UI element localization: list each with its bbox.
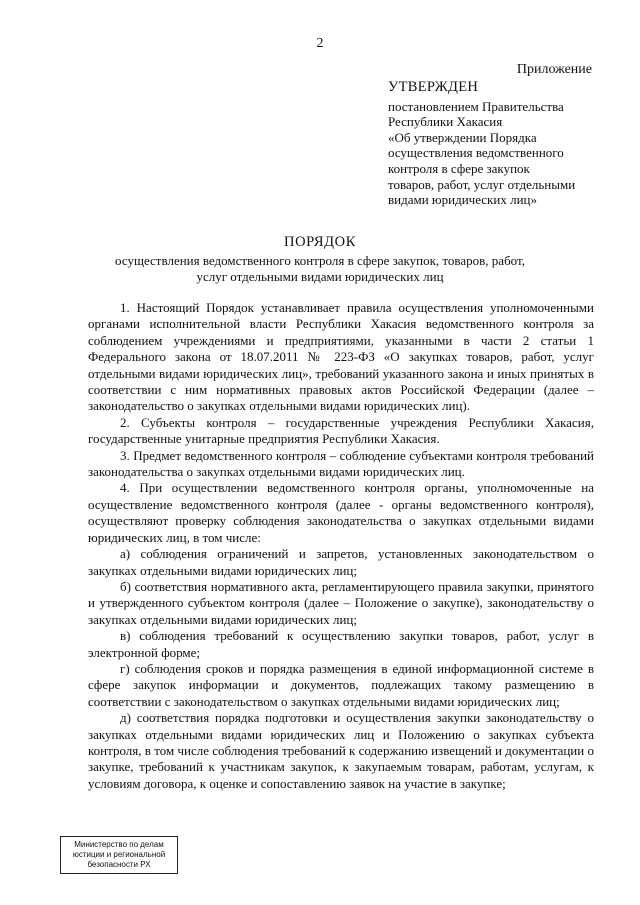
document-subtitle: осуществления ведомственного контроля в сфере закупок, товаров, работ, услуг отдельными видами юридических лиц [115,253,525,284]
approved-heading: УТВЕРЖДЕН [388,79,479,95]
approval-line: контроля в сфере закупок [388,160,530,176]
document-title: ПОРЯДОК [284,234,356,250]
approval-line: Республики Хакасия [388,114,503,130]
paragraph-4b: б) соответствия нормативного акта, регламентирующего правила закупки, принятого и утвержденного субъектом контроля (далее – Положение о закупке), законодательству о закупках отдельными видами юридических лиц; [88,578,594,627]
document-body [88,300,594,792]
approval-line: видами юридических лиц» [388,192,537,208]
stamp-line: безопасности РХ [87,860,151,869]
approval-line: осуществления ведомственного [388,145,564,161]
paragraph-4g: г) соблюдения сроков и порядка размещения в единой информационной системе в сфере закупок информации и документов, подлежащих такому размещению в соответствии с законодательством о закупках отдельными видами юридических лиц; [88,660,594,709]
paragraph-2: 2. Субъекты контроля – государственные учреждения Республики Хакасия, государственные унитарные предприятия Республики Хакасия. [88,414,594,447]
approval-line: товаров, работ, услуг отдельными [388,176,576,192]
approval-block [388,80,608,208]
paragraph-4d: д) соответствия порядка подготовки и осуществления закупки законодательству о закупках отдельными видами юридических лиц и Положению о закупках субъекта контроля, в том числе соблюдения требований к содержанию извещений и документации о закупке, требований к участникам закупок, к закупаемым товарам, работам, услугам, к условиям договора, к оценке и сопоставлению заявок на участие в закупке; [88,710,594,791]
stamp-line: юстиции и региональной [72,850,166,859]
paragraph-1: 1. Настоящий Порядок устанавливает правила осуществления уполномоченными органами исполнительной власти Республики Хакасия ведомственного контроля за соблюдением учреждениями и предприятиями, указанными в части 2 статьи 1 Федерального закона от 18.07.2011 № 223-ФЗ «О закупках товаров, работ, услуг отдельными видами юридических лиц», требований указанного закона и иных принятых в соответствии с ним нормативных правовых актов Российской Федерации (далее – законодательство о закупках отдельными видами юридических лиц). [88,300,594,414]
paragraph-4v: в) соблюдения требований к осуществлению закупки товаров, работ, услуг в электронной форме; [88,628,594,660]
paragraph-3: 3. Предмет ведомственного контроля – соблюдение субъектами контроля требований законодательства о закупках отдельными видами юридических лиц. [88,447,594,480]
paragraph-4: 4. При осуществлении ведомственного контроля органы, уполномоченные на осуществление ведомственного контроля (далее - органы ведомственного контроля), осуществляют проверку соблюдения законодательства о закупках отдельными видами юридических лиц, в том числе: [88,480,594,545]
paragraph-4a: а) соблюдения ограничений и запретов, установленных законодательством о закупках отдельными видами юридических лиц; [88,546,594,578]
ministry-stamp [60,836,178,874]
page-number: 2 [316,36,324,51]
stamp-line: Министерство по делам [74,840,164,849]
approval-line: постановлением Правительства [388,98,564,114]
appendix-label: Приложение [516,62,592,77]
approval-line: «Об утверждении Порядка [388,129,537,145]
